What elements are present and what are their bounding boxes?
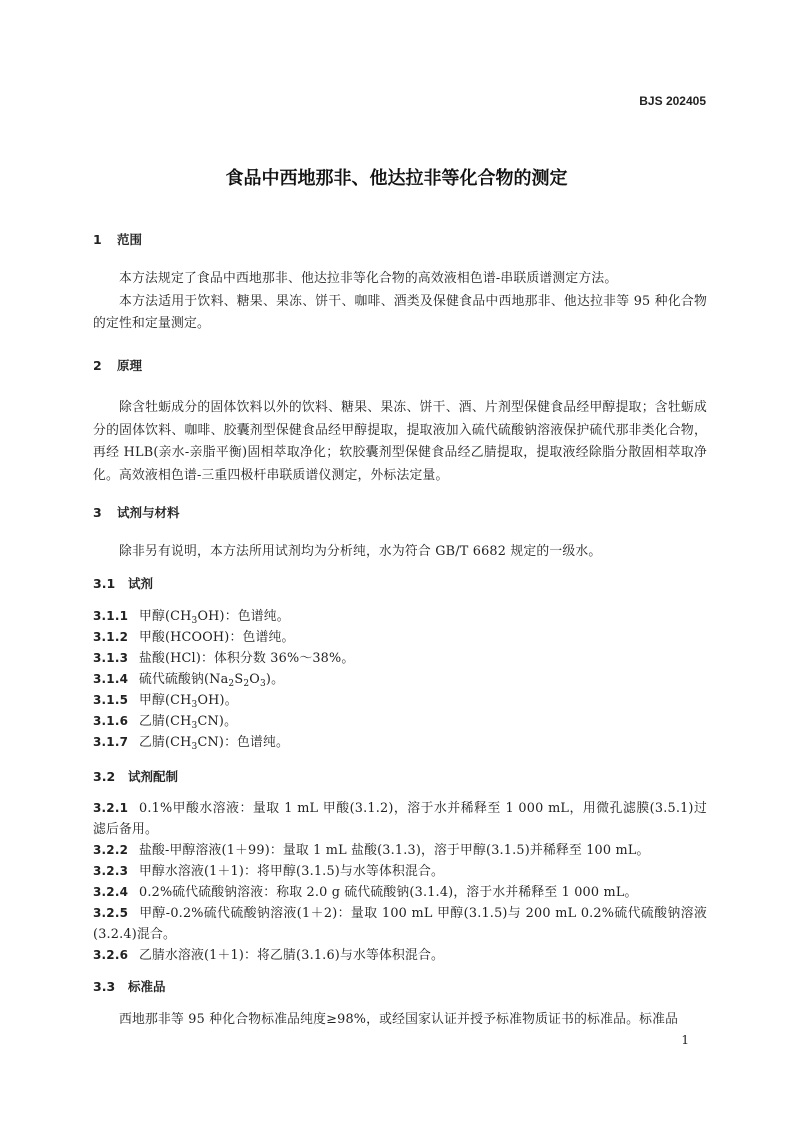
section-heading bbox=[93, 503, 707, 523]
section-principle bbox=[93, 356, 707, 376]
subscript: 3 bbox=[191, 700, 198, 710]
subsection-standards-body bbox=[93, 1009, 707, 1032]
list-item bbox=[93, 627, 707, 648]
item-text: CN)。 bbox=[197, 714, 238, 729]
item-text: 盐酸(HCl)：体积分数 36%～38%。 bbox=[139, 651, 355, 666]
subsection-title: 试剂配制 bbox=[128, 769, 179, 784]
item-number: 3.2.1 bbox=[93, 801, 129, 815]
section-number: 2 bbox=[93, 358, 102, 373]
item-text: S bbox=[234, 672, 244, 687]
subsection-reagent-prep bbox=[93, 767, 707, 787]
section-title: 试剂与材料 bbox=[117, 505, 180, 520]
subsection-heading bbox=[93, 574, 707, 594]
item-text: OH)。 bbox=[197, 693, 238, 708]
item-text: 甲醇水溶液(1＋1)：将甲醇(3.1.5)与水等体积混合。 bbox=[139, 864, 444, 879]
list-item bbox=[93, 690, 707, 711]
item-text: 盐酸-甲醇溶液(1＋99)：量取 1 mL 盐酸(3.1.3)，溶于甲醇(3.1.5)并稀释至 100 mL。 bbox=[139, 843, 650, 858]
list-item bbox=[93, 903, 707, 945]
item-text: 硫代硫酸钠(Na bbox=[139, 672, 229, 687]
section-number: 3 bbox=[93, 505, 102, 520]
subsection-heading bbox=[93, 977, 707, 997]
list-item bbox=[93, 732, 707, 753]
subscript: 2 bbox=[243, 679, 250, 689]
item-number: 3.2.2 bbox=[93, 843, 129, 857]
section-heading bbox=[93, 230, 707, 250]
paragraph: 除非另有说明，本方法所用试剂均为分析纯，水为符合 GB/T 6682 规定的一级水。 bbox=[119, 544, 602, 559]
item-text: )。 bbox=[265, 672, 285, 687]
subsection-title: 试剂 bbox=[128, 576, 154, 591]
item-text: 0.1%甲酸水溶液：量取 1 mL 甲酸(3.1.2)，溶于水并稀释至 1 000 mL，用微孔滤膜(3.5.1)过滤后备用。 bbox=[93, 801, 707, 837]
item-number: 3.1.5 bbox=[93, 693, 129, 707]
item-number: 3.1.7 bbox=[93, 735, 129, 749]
subsection-number: 3.2 bbox=[93, 769, 116, 784]
item-number: 3.1.6 bbox=[93, 714, 129, 728]
subscript: 2 bbox=[228, 679, 235, 689]
item-number: 3.2.5 bbox=[93, 906, 129, 920]
reagent-prep-list bbox=[93, 798, 707, 966]
section-reagents-intro bbox=[93, 541, 707, 564]
item-number: 3.1.2 bbox=[93, 630, 129, 644]
section-number: 1 bbox=[93, 232, 102, 247]
section-principle-body bbox=[93, 397, 707, 487]
subsection-reagents bbox=[93, 574, 707, 594]
list-item bbox=[93, 882, 707, 903]
subsection-title: 标准品 bbox=[128, 979, 166, 994]
section-heading bbox=[93, 356, 707, 376]
paragraph: 本方法适用于饮料、糖果、果冻、饼干、咖啡、酒类及保健食品中西地那非、他达拉非等 95 种化合物的定性和定量测定。 bbox=[93, 293, 707, 331]
subsection-number: 3.3 bbox=[93, 979, 116, 994]
item-text: 甲醇(CH bbox=[139, 693, 192, 708]
item-number: 3.1.4 bbox=[93, 672, 129, 686]
item-text: 0.2%硫代硫酸钠溶液：称取 2.0 g 硫代硫酸钠(3.1.4)，溶于水并稀释至 1 000 mL。 bbox=[139, 885, 638, 900]
list-item bbox=[93, 861, 707, 882]
section-reagents bbox=[93, 503, 707, 523]
paragraph: 本方法规定了食品中西地那非、他达拉非等化合物的高效液相色谱-串联质谱测定方法。 bbox=[119, 271, 618, 286]
list-item bbox=[93, 648, 707, 669]
subscript: 3 bbox=[191, 721, 198, 731]
section-title: 范围 bbox=[117, 232, 143, 247]
paragraph: 除含牡蛎成分的固体饮料以外的饮料、糖果、果冻、饼干、酒、片剂型保健食品经甲醇提取；含牡蛎成分的固体饮料、咖啡、胶囊剂型保健食品经甲醇提取，提取液加入硫代硫酸钠溶液保护硫代那非类化合物，再经 HLB(亲水-亲脂平衡)固相萃取净化；软胶囊剂型保健食品经乙腈提取，提取液经除脂分散固相萃取净化。高效液相色谱-三重四极杆串联质谱仪测定，外标法定量。 bbox=[93, 400, 707, 483]
section-scope-body bbox=[93, 268, 707, 336]
subsection-heading bbox=[93, 767, 707, 787]
list-item bbox=[93, 798, 707, 840]
subsection-number: 3.1 bbox=[93, 576, 116, 591]
item-text: 乙腈(CH bbox=[139, 735, 192, 750]
paragraph: 西地那非等 95 种化合物标准品纯度≥98%，或经国家认证并授予标准物质证书的标准品。标准品 bbox=[119, 1012, 679, 1027]
item-text: 甲酸(HCOOH)：色谱纯。 bbox=[139, 630, 295, 645]
list-item bbox=[93, 945, 707, 966]
subscript: 3 bbox=[191, 742, 198, 752]
item-text: 甲醇-0.2%硫代硫酸钠溶液(1＋2)：量取 100 mL 甲醇(3.1.5)与 200 mL 0.2%硫代硫酸钠溶液(3.2.4)混合。 bbox=[93, 906, 707, 942]
item-text: 乙腈水溶液(1＋1)：将乙腈(3.1.6)与水等体积混合。 bbox=[139, 948, 444, 963]
subscript: 3 bbox=[259, 679, 266, 689]
document-title: 食品中西地那非、他达拉非等化合物的测定 bbox=[225, 168, 568, 189]
item-number: 3.2.3 bbox=[93, 864, 129, 878]
item-text: OH)：色谱纯。 bbox=[197, 609, 290, 624]
item-text: O bbox=[249, 672, 260, 687]
list-item bbox=[93, 840, 707, 861]
item-number: 3.2.6 bbox=[93, 948, 129, 962]
document-code: BJS 202405 bbox=[639, 94, 706, 108]
list-item bbox=[93, 606, 707, 627]
subscript: 3 bbox=[191, 616, 198, 626]
section-scope bbox=[93, 230, 707, 250]
page-number: 1 bbox=[681, 1033, 689, 1047]
item-number: 3.1.1 bbox=[93, 609, 129, 623]
item-number: 3.1.3 bbox=[93, 651, 129, 665]
item-text: CN)：色谱纯。 bbox=[197, 735, 290, 750]
subsection-standards bbox=[93, 977, 707, 997]
item-text: 乙腈(CH bbox=[139, 714, 192, 729]
list-item bbox=[93, 669, 707, 690]
reagent-list bbox=[93, 606, 707, 753]
list-item bbox=[93, 711, 707, 732]
item-text: 甲醇(CH bbox=[139, 609, 192, 624]
item-number: 3.2.4 bbox=[93, 885, 129, 899]
section-title: 原理 bbox=[117, 358, 143, 373]
